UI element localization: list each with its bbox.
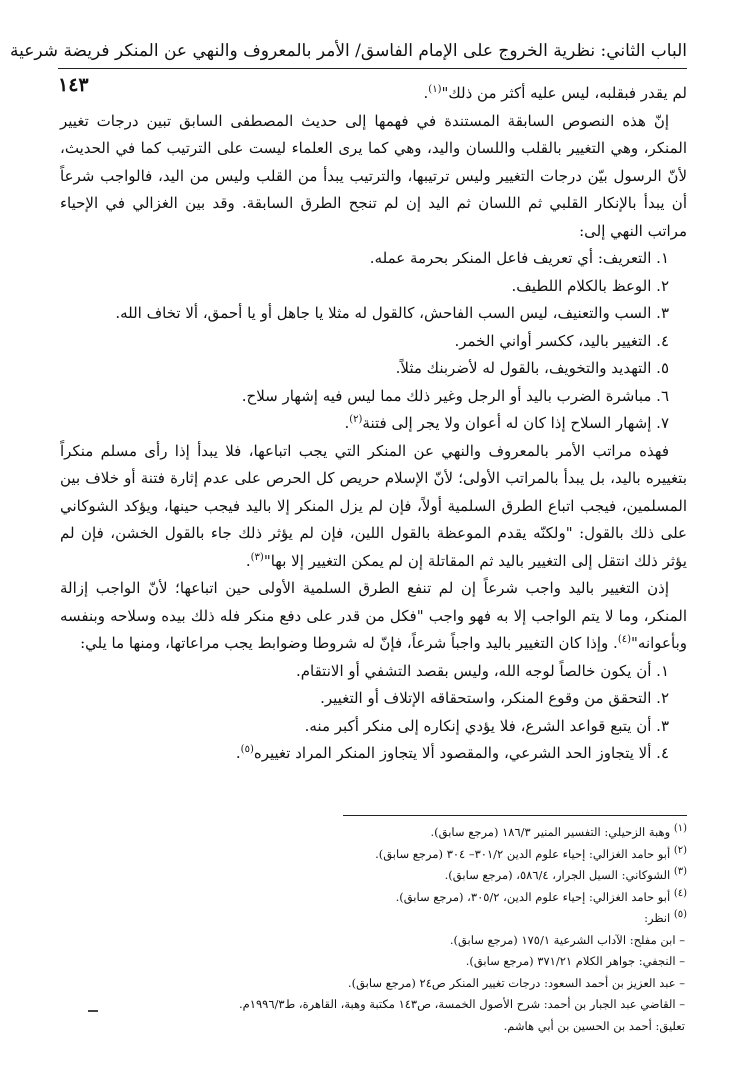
footnote-subitem: – القاضي عبد الجبار بن أحمد: شرح الأصول الخمسة، ص١٤٣ مكتبة وهبة، القاهرة، ط١٩٩٦/٣م. — [239, 997, 685, 1011]
footnote-subitem: – عبد العزيز بن أحمد السعود: درجات تغيير المنكر ص٢٤ (مرجع سابق). — [347, 975, 685, 990]
list-item: ٣. أن يتبع قواعد الشرع، فلا يؤدي إنكاره إلى منكر أكبر منه. — [304, 716, 669, 735]
footnote: $^{(٥)}$ انظر: — [644, 909, 687, 925]
list-item: ٥. التهديد والتخويف، بالقول له لأضربنك مثلاً. — [395, 359, 669, 377]
footnote-separator — [343, 815, 687, 816]
footnote: $^{(٤)}$ أبو حامد الغزالي: إحياء علوم الدين، ٣٠٥/٢، (مرجع سابق). — [395, 887, 687, 904]
list-item: ٢. الوعظ بالكلام اللطيف. — [511, 276, 669, 295]
paragraph-4: إذن التغيير باليد واجب شرعاً إن لم تنفع الطرق السلمية الأولى حين اتباعها؛ لأنّ الواجب إزالة المنكر، وما لا يتم الواجب إلا به فهو واجب "فكل من قدر على دفع منكر فله ذلك بيده وسلاحه وبنفسه وبأعوانه"$^{(٤)}$. وإذا كان التغيير باليد واجباً شرعاً، فإنّ له شروطا وضوابط يجب مراعاتها، ومنها ما يلي: — [60, 579, 687, 652]
footnote-subitem: تعليق: أحمد بن الحسين بن أبي هاشم. — [503, 1018, 685, 1033]
footnotes — [90, 822, 687, 1037]
chapter-title: الباب الثاني: نظرية الخروج على الإمام الفاسق/ الأمر بالمعروف والنهي عن المنكر فريضة شرعية — [10, 41, 687, 61]
list-item: ٤. ألا يتجاوز الحد الشرعي، والمقصود ألا يتجاوز المنكر المراد تغييره$^{(٥)}$. — [235, 744, 669, 762]
footnote-subitem: – النجفي: جواهر الكلام ٣٧١/٢١ (مرجع سابق). — [465, 954, 685, 968]
footnote-ref-5: (٥) — [240, 744, 254, 755]
footnote-ref-1: (١) — [428, 84, 442, 95]
list-item: ٤. التغيير باليد، ككسر أواني الخمر. — [454, 331, 669, 350]
list-item: ١. التعريف: أي تعريف فاعل المنكر بحرمة عمله. — [369, 249, 669, 267]
page-number: ١٤٣ — [58, 74, 89, 96]
page-mark — [88, 1010, 98, 1012]
ghazali-ranks-list — [60, 245, 687, 438]
footnote-ref-3: (٣) — [250, 551, 264, 563]
footnote: $^{(٢)}$ أبو حامد الغزالي: إحياء علوم الدين ٣٠١/٢– ٣٠٤ (مرجع سابق). — [375, 844, 687, 861]
list-item: ٢. التحقق من وقوع المنكر، واستحقاقه الإتلاف أو التغيير. — [320, 689, 669, 707]
footnote: $^{(٣)}$ الشوكاني: السيل الجرار، ٥٨٦/٤، (مرجع سابق). — [444, 866, 687, 882]
footnote-subitem: – ابن مفلح: الآداب الشرعية ١٧٥/١ (مرجع سابق). — [449, 932, 685, 947]
paragraph-1: لم يقدر فبقلبه، ليس عليه أكثر من ذلك"$^{(١)}$. — [423, 84, 687, 102]
list-item: ٦. مباشرة الضرب باليد أو الرجل وغير ذلك مما ليس فيه إشهار سلاح. — [241, 386, 669, 405]
paragraph-2: إنّ هذه النصوص السابقة المستندة في فهمها إلى حديث المصطفى السابق تبين درجات تغيير المنكر، وهي التغيير بالقلب واللسان واليد، وهي كما يرى العلماء ليست على الترتيب كما في الحديث، لأنّ الرسول بيّن درجات التغيير وليس ترتيبها، والترتيب يبدأ من القلب وليس من اليد، فالواجب شرعاً أن يبدأ بالإنكار القلبي ثم اللسان ثم اليد إن لم تنجح الطرق السابقة. وقد بين الغزالي في الإحياء مراتب النهي إلى: — [60, 111, 687, 240]
footnote-ref-4: (٤) — [617, 634, 632, 645]
list-item: ١. أن يكون خالصاً لوجه الله، وليس بقصد التشفي أو الانتقام. — [295, 661, 669, 680]
paragraph-3: فهذه مراتب الأمر بالمعروف والنهي عن المنكر التي يجب اتباعها، فلا يبدأ إذا رأى مسلم منكراً بتغييره باليد، بل يبدأ بالمراتب الأولى؛ لأنّ الإسلام حريص كل الحرص على عدم إثارة فتنة أو خلاف بين المسلمين، فيجب اتباع الطرق السلمية أولاً، فإن لم يزل المنكر إلا باليد فيجب حينها، ويؤكد الشوكاني على ذلك بالقول: "ولكنّه يقدم الموعظة بالقول اللين، فإن لم يؤثر ذلك جاء بالقول الخشن، فإن لم يؤثر ذلك انتقل إلى التغيير باليد ثم المقاتلة إن لم يمكن التغيير إلا بها"$^{(٣)}$. — [60, 441, 687, 570]
footnote-ref-2: (٢) — [349, 414, 363, 425]
main-text — [60, 80, 687, 780]
list-item: ٣. السب والتعنيف، ليس السب الفاحش، كالقول له مثلا يا جاهل أو يا أحمق، ألا تخاف الله. — [115, 304, 669, 322]
footnote: $^{(١)}$ وهبة الزحيلي: التفسير المنير ١٨٦/٣ (مرجع سابق). — [430, 823, 687, 839]
conditions-list — [60, 658, 687, 768]
list-item: ٧. إشهار السلاح إذا كان له أعوان ولا يجر إلى فتنة$^{(٢)}$. — [344, 414, 669, 432]
